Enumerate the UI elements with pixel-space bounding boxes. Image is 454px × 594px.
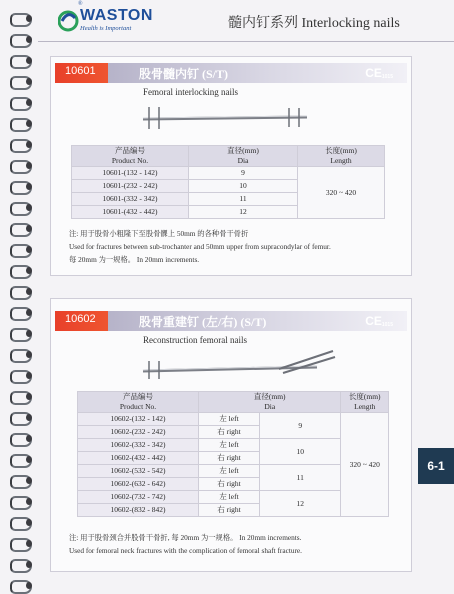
page-title: 髓内钉系列 Interlocking nails xyxy=(228,16,400,31)
brand-tagline: Health is Important xyxy=(80,25,132,32)
brand-name: WASTON xyxy=(80,7,153,24)
table-row: 10601-(332 - 342) 11 xyxy=(72,193,385,206)
binding-coil-icon xyxy=(2,474,32,488)
product-table-10602: 产品编号 Product No. 直径(mm) Dia 长度(mm) Length 10602-(132 - 142) 左 left 9 320 ~ 420 10602-(232 - 242) 右 right 10602-(332 - 342) 左 left 10 10602-(432 - 442) 右 right 10602-(532 - 542) 左 left 11 10602-(632 - 642) 右 right 10602-(732 - 742) 左 left 12 10602-(832 - 842) 右 right xyxy=(77,391,389,517)
binding-coil-icon xyxy=(2,138,32,152)
binding-coil-icon xyxy=(2,54,32,68)
binding-coil-icon xyxy=(2,306,32,320)
table-row: 10601-(432 - 442) 12 xyxy=(72,206,385,219)
table-row: 10602-(332 - 342) 左 left 10 xyxy=(78,439,389,452)
table-row: 10602-(732 - 742) 左 left 12 xyxy=(78,491,389,504)
femoral-nail-image xyxy=(137,103,317,133)
binding-coil-icon xyxy=(2,96,32,110)
ce-mark-icon: CE1015 xyxy=(365,314,393,328)
product-title: 股骨髓内钉 (S/T) xyxy=(139,67,229,81)
binding-coil-icon xyxy=(2,33,32,47)
registered-mark: ® xyxy=(78,1,83,7)
product-panel-10602 xyxy=(50,298,412,572)
product-code: 10602 xyxy=(65,313,96,325)
length-cell: 320 ~ 420 xyxy=(341,413,389,517)
product-code: 10601 xyxy=(65,65,96,77)
table-row: 10602-(832 - 842) 右 right xyxy=(78,504,389,517)
table-row: 10602-(532 - 542) 左 left 11 xyxy=(78,465,389,478)
ce-mark-icon: CE1015 xyxy=(365,66,393,80)
header-divider xyxy=(38,41,454,42)
table-row: 10602-(232 - 242) 右 right xyxy=(78,426,389,439)
product-title-bar xyxy=(55,63,407,83)
table-row: 10601-(132 - 142) 9 320 ~ 420 xyxy=(72,167,385,180)
binding-coil-icon xyxy=(2,579,32,593)
product-table-10601: 产品编号 Product No. 直径(mm) Dia 长度(mm) Length 10601-(132 - 142) 9 320 ~ 420 10601-(232 - 242) 10 10601-(332 - 342) 11 10601-(432 - 442) 12 xyxy=(71,145,385,219)
binding-coil-icon xyxy=(2,117,32,131)
binding-coil-icon xyxy=(2,243,32,257)
product-panel-10601 xyxy=(50,56,412,276)
binding-coil-icon xyxy=(2,285,32,299)
binding-coil-icon xyxy=(2,159,32,173)
binding-coil-icon xyxy=(2,390,32,404)
product-title: 股骨重建钉 (左/右) (S/T) xyxy=(139,315,267,329)
binding-coil-icon xyxy=(2,495,32,509)
binding-coil-icon xyxy=(2,369,32,383)
binding-coil-icon xyxy=(2,516,32,530)
product-subtitle: Reconstruction femoral nails xyxy=(143,335,247,345)
binding-coil-icon xyxy=(2,12,32,26)
table-row: 10601-(232 - 242) 10 xyxy=(72,180,385,193)
binding-coil-icon xyxy=(2,327,32,341)
table-row: 10602-(132 - 142) 左 left 9 320 ~ 420 xyxy=(78,413,389,426)
binding-coil-icon xyxy=(2,75,32,89)
product-subtitle: Femoral interlocking nails xyxy=(143,87,238,97)
table-row: 10602-(432 - 442) 右 right xyxy=(78,452,389,465)
binding-coil-icon xyxy=(2,180,32,194)
binding-coil-icon xyxy=(2,222,32,236)
product-note: 注: 用于股骨颈合并股骨干骨折, 每 20mm 为一规格。 In 20mm increments. Used for femoral neck fractures with the complication of femoral shaft fracture. xyxy=(69,533,302,555)
binding-coil-icon xyxy=(2,537,32,551)
binding-coil-icon xyxy=(2,348,32,362)
binding-coil-icon xyxy=(2,264,32,278)
product-note: 注: 用于股骨小粗隆下至股骨髁上 50mm 的各种骨干骨折 Used for fractures between sub-trochanter and 50mm upper from supracondylar of femur. 每 20mm 为一规格。 In 20mm increments. xyxy=(69,229,331,264)
table-row: 10602-(632 - 642) 右 right xyxy=(78,478,389,491)
spiral-binding xyxy=(0,0,36,586)
length-cell: 320 ~ 420 xyxy=(298,167,385,219)
page-number-tab: 6-1 xyxy=(418,448,454,484)
binding-coil-icon xyxy=(2,432,32,446)
binding-coil-icon xyxy=(2,558,32,572)
reconstruction-nail-image xyxy=(137,347,337,381)
binding-coil-icon xyxy=(2,411,32,425)
binding-coil-icon xyxy=(2,453,32,467)
binding-coil-icon xyxy=(2,201,32,215)
product-title-bar xyxy=(55,311,407,331)
